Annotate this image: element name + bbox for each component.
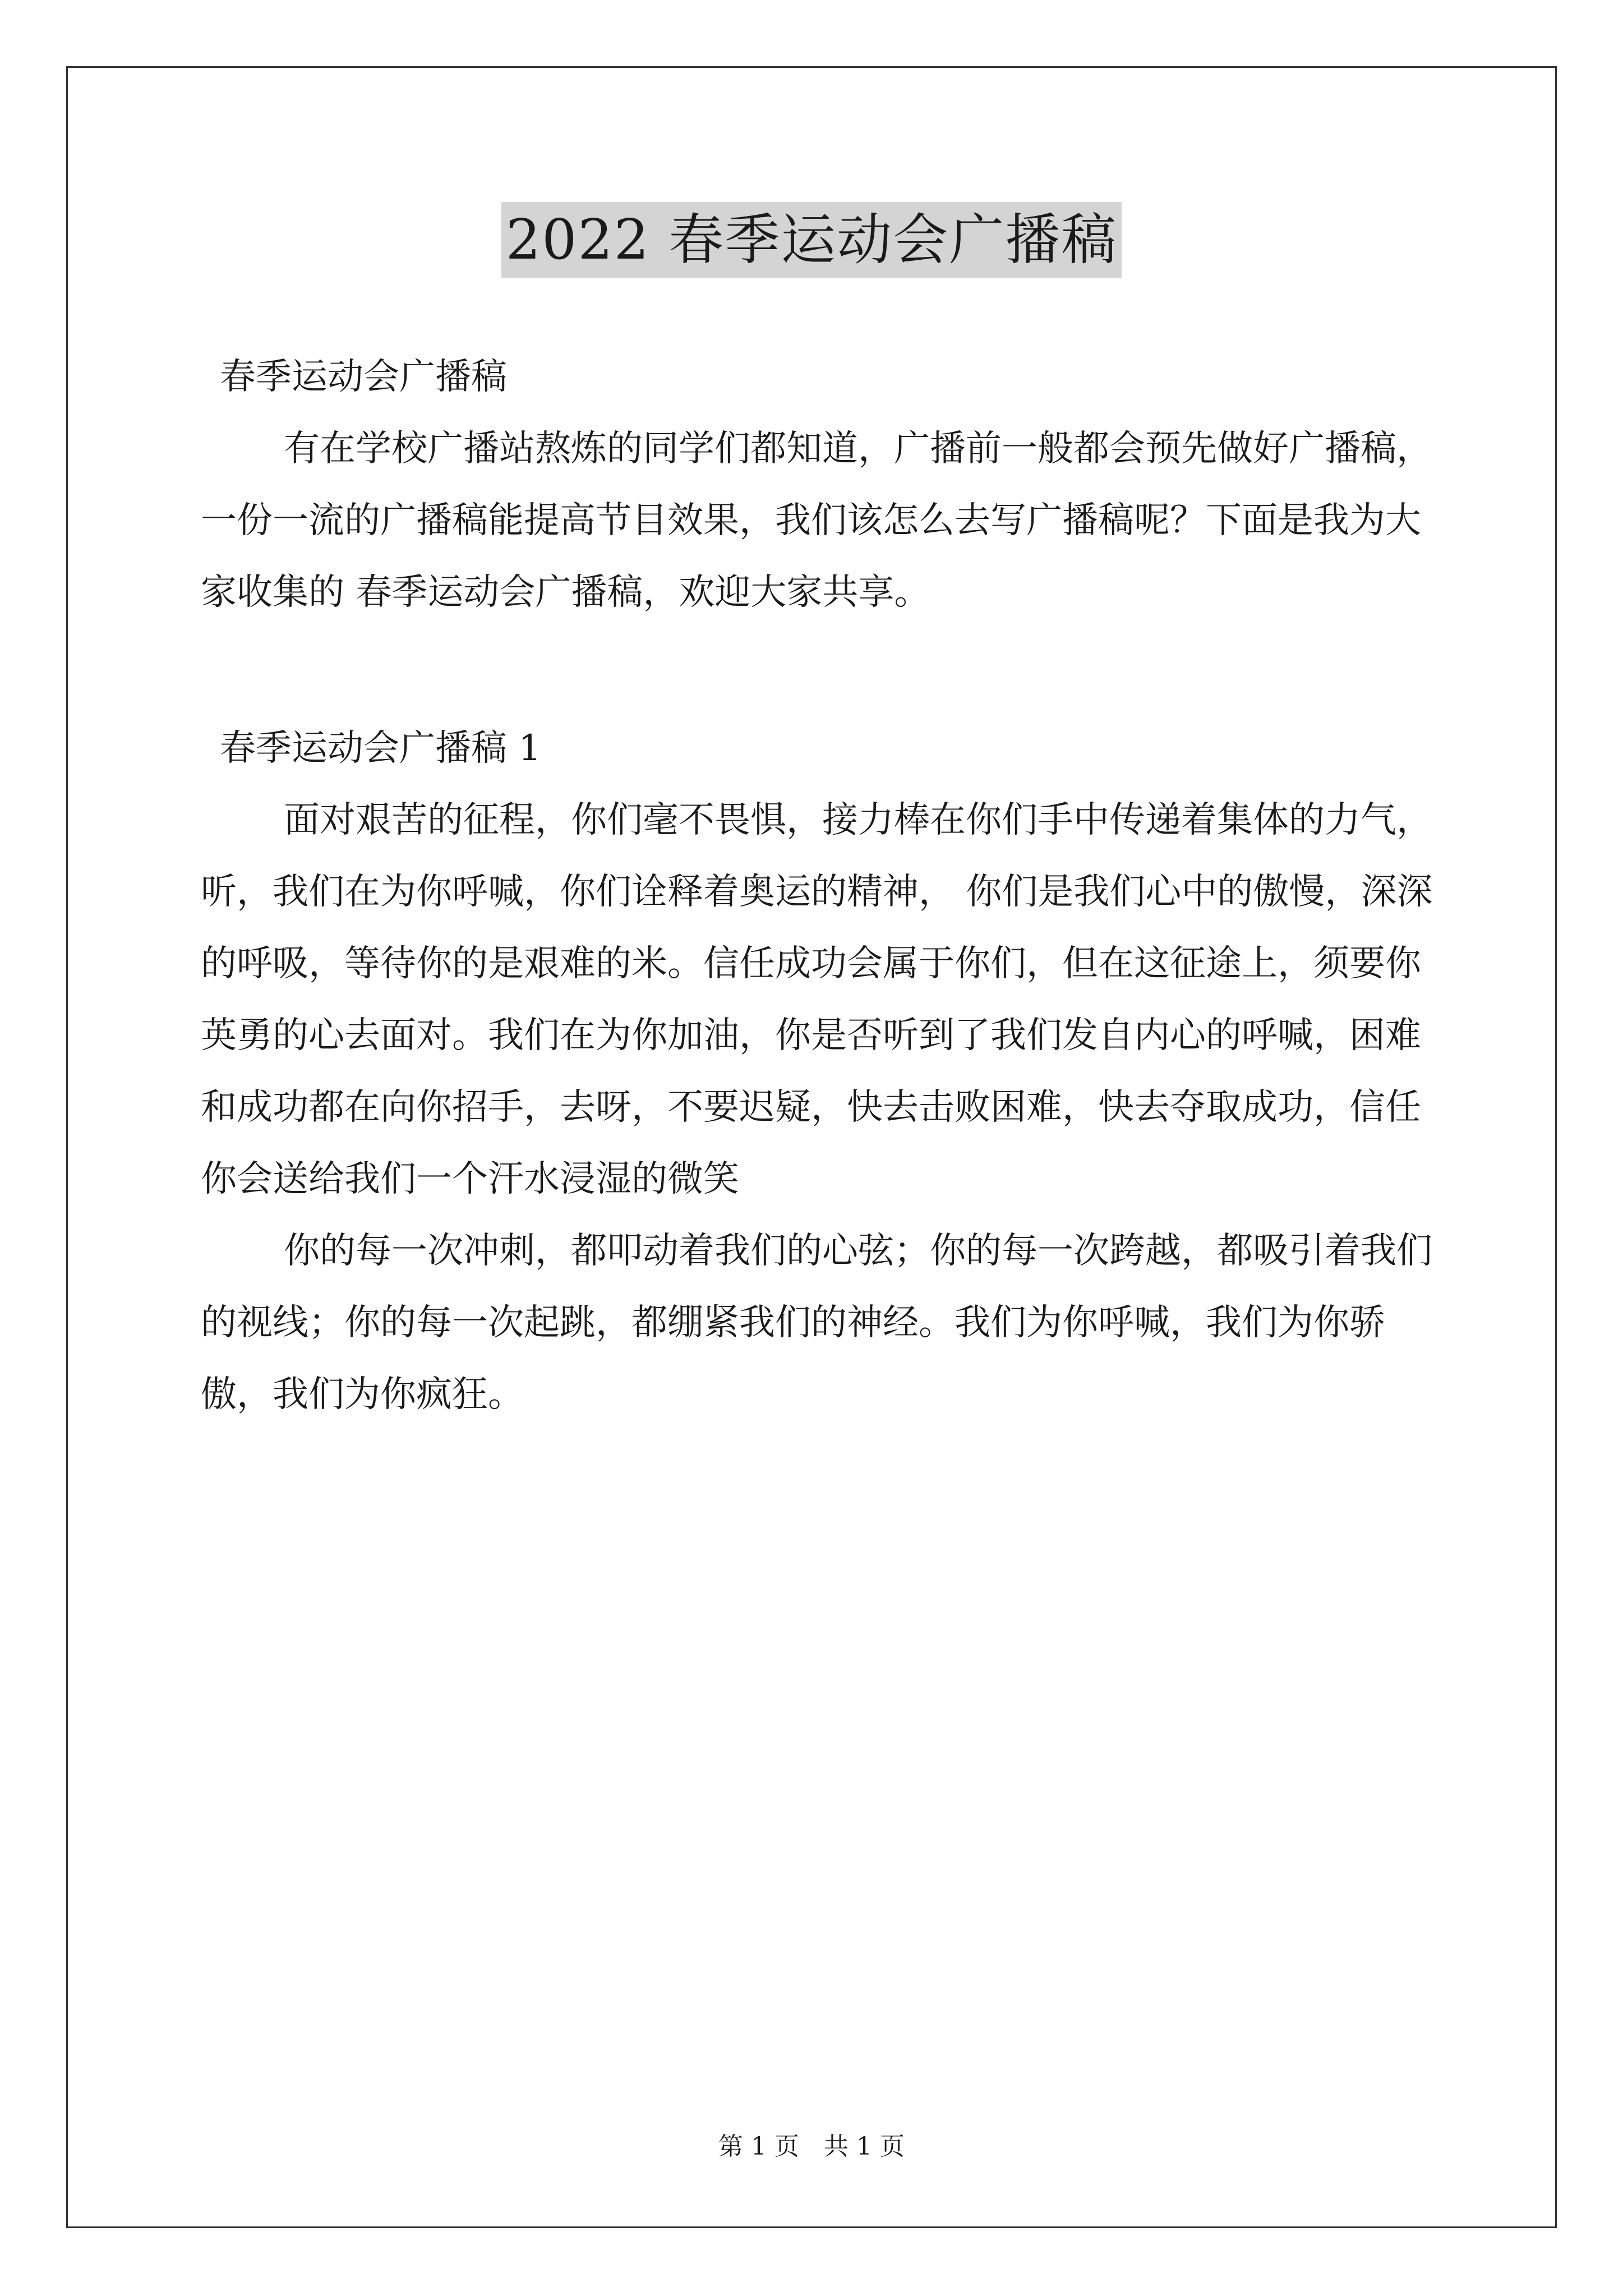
document-title: 2022 春季运动会广播稿 [501,202,1122,278]
intro-heading: 春季运动会广播稿 [220,356,507,398]
page-footer: 第 1 页 共 1 页 [718,2132,905,2161]
section-spacer [201,628,1435,712]
body-paragraph-2: 你的每一次冲刺，都叩动着我们的心弦；你的每一次跨越，都吸引着我们的视线；你的每一次起跳，都绷紧我们的神经。我们为你呼喊，我们为你骄傲，我们为你疯狂。 [201,1230,1432,1415]
title-container [0,202,1623,278]
body-paragraph-1: 面对艰苦的征程，你们毫不畏惧，接力棒在你们手中传递着集体的力气，听，我们在为你呼喊，你们诠释着奥运的精神， 你们是我们心中的傲慢，深深的呼吸，等待你的是艰难的米。信任成功会属于你们，但在这征途上，须要你英勇的心去面对。我们在为你加油，你是否听到了我们发自内心的呼喊，困难和成功都在向你招手，去呀，不要迟疑，快去击败困难，快去夺取成功，信任你会送给我们一个汗水浸湿的微笑 [201,799,1433,1200]
document-body [201,341,1435,1430]
intro-paragraph: 有在学校广播站熬炼的同学们都知道，广播前一般都会预先做好广播稿，一份一流的广播稿能提高节目效果，我们该怎么去写广播稿呢？下面是我为大家收集的 春季运动会广播稿，欢迎大家共享。 [201,428,1432,613]
section-heading: 春季运动会广播稿 1 [220,728,542,769]
